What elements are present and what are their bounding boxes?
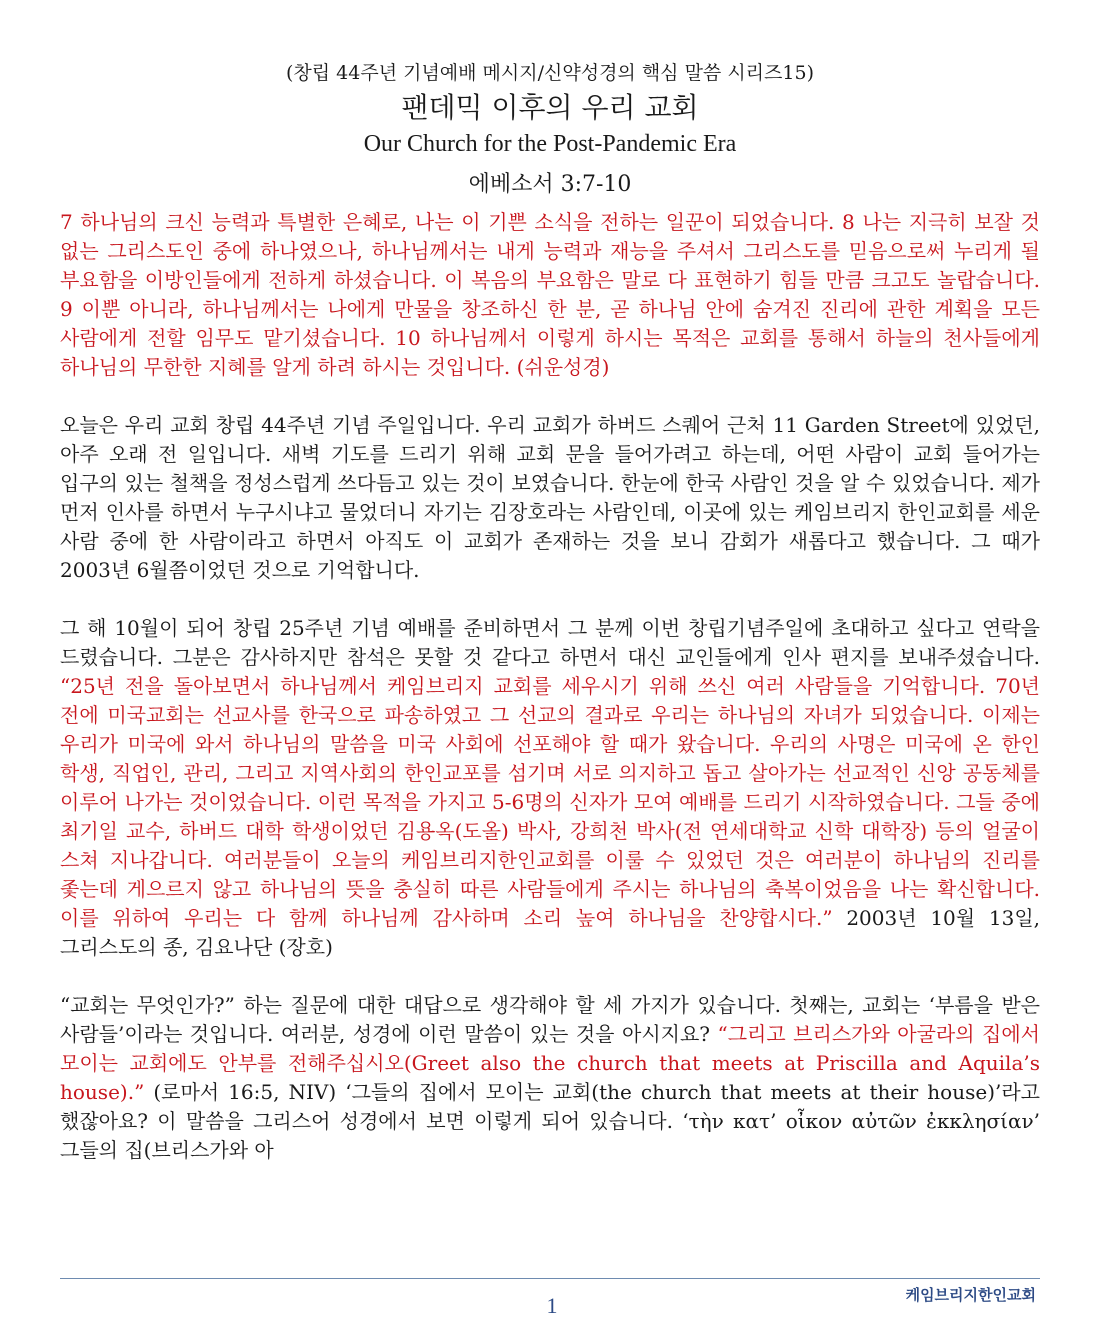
paragraph-founding-story: 오늘은 우리 교회 창립 44주년 기념 주일입니다. 우리 교회가 하버드 스퀘어 근처 11 Garden Street에 있었던, 아주 오래 전 일입니다. 새벽 기도를 드리기 위해 교회 문을 들어가려고 하는데, 어떤 사람이 교회 들어가는 입구의 있는 철책을 정성스럽게 쓰다듬고 있는 것이 보였습니다. 한눈에 한국 사람인 것을 알 수 있었습니다. 제가 먼저 인사를 하면서 누구시냐고 물었더니 자기는 김장호라는 사람인데, 이곳에 있는 케임브리지 한인교회를 세운 사람 중에 한 사람이라고 하면서 아직도 이 교회가 존재하는 것을 보니 감회가 새롭다고 했습니다. 그 때가 2003년 6월쯤이었던 것으로 기억합니다. bbox=[60, 413, 1040, 582]
church-question: “교회는 무엇인가?” 하는 질문에 대한 대답으로 생각해야 할 세 가지가 있습니다. 첫째는, 교회는 ‘부름을 받은 사람들’이라는 것입니다. 여러분, 성경에 이런 말씀이 있는 것을 아시지요? bbox=[60, 993, 1040, 1046]
letter-intro: 그 해 10월이 되어 창립 25주년 기념 예배를 준비하면서 그 분께 이번 창립기념주일에 초대하고 싶다고 연락을 드렸습니다. 그분은 감사하지만 참석은 못할 것 같다고 하면서 대신 교인들에게 인사 편지를 보내주셨습니다. bbox=[60, 616, 1040, 669]
scripture-reference: 에베소서 3:7-10 bbox=[468, 172, 632, 197]
romans-quote: “그리고 브리스가와 아굴라의 집에서 모이는 교회에도 안부를 전해주십시오(Greet also the church that meets at Priscilla and Aquila’s house).” bbox=[60, 1022, 1040, 1104]
series-subtitle: (창립 44주년 기념예배 메시지/신약성경의 핵심 말씀 시리즈15) bbox=[286, 62, 814, 84]
paragraph-what-is-church bbox=[60, 991, 1040, 1165]
letter-quote: “25년 전을 돌아보면서 하나님께서 케임브리지 교회를 세우시기 위해 쓰신 여러 사람들을 기억합니다. 70년 전에 미국교회는 선교사를 한국으로 파송하였고 그 선교의 결과로 우리는 하나님의 자녀가 되었습니다. 이제는 우리가 미국에 와서 하나님의 말씀을 미국 사회에 선포해야 할 때가 왔습니다. 우리의 사명은 미국에 온 한인 학생, 직업인, 관리, 그리고 지역사회의 한인교포를 섬기며 서로 의지하고 돕고 살아가는 선교적인 신앙 공동체를 이루어 나가는 것이었습니다. 이런 목적을 가지고 5-6명의 신자가 모여 예배를 드리기 시작하였습니다. 그들 중에 최기일 교수, 하버드 대학 학생이었던 김용옥(도올) 박사, 강희천 박사(전 연세대학교 신학 대학장) 등의 얼굴이 스쳐 지나갑니다. 여러분들이 오늘의 케임브리지한인교회를 이룰 수 있었던 것은 여러분이 하나님의 진리를 좇는데 게으르지 않고 하나님의 뜻을 충실히 따른 사람들에게 주시는 하나님의 축복이었음을 나는 확신합니다. 이를 위하여 우리는 다 함께 하나님께 감사하며 소리 높여 하나님을 찬양합시다.” bbox=[60, 674, 1040, 930]
footer-church-name: 케임브리지한인교회 bbox=[905, 1286, 1036, 1304]
page-number: 1 bbox=[546, 1293, 558, 1318]
greek-explanation: (로마서 16:5, NIV) ‘그들의 집에서 모이는 교회(the church that meets at their house)’라고 했잖아요? 이 말씀을 그리스어 성경에서 보면 이렇게 되어 있습니다. ‘τὴν κατ’ οἶκον αὐτῶν ἐκκλησίαν’ 그들의 집(브리스가와 아 bbox=[60, 1080, 1040, 1162]
scripture-passage: 7 하나님의 크신 능력과 특별한 은혜로, 나는 이 기쁜 소식을 전하는 일꾼이 되었습니다. 8 나는 지극히 보잘 것 없는 그리스도인 중에 하나였으나, 하나님께서는 내게 능력과 재능을 주셔서 그리스도를 믿음으로써 누리게 될 부요함을 이방인들에게 전하게 하셨습니다. 이 복음의 부요함은 말로 다 표현하기 힘들 만큼 크고도 놀랍습니다. 9 이뿐 아니라, 하나님께서는 나에게 만물을 창조하신 한 분, 곧 하나님 안에 숨겨진 진리에 관한 계획을 모든 사람에게 전할 임무도 맡기셨습니다. 10 하나님께서 이렇게 하시는 목적은 교회를 통해서 하늘의 천사들에게 하나님의 무한한 지혜를 알게 하려 하시는 것입니다. (쉬운성경) bbox=[60, 210, 1040, 379]
paragraph-letter bbox=[60, 614, 1040, 962]
footer-divider bbox=[60, 1278, 1040, 1279]
document-page bbox=[60, 60, 1040, 1165]
sermon-title-english: Our Church for the Post-Pandemic Era bbox=[363, 131, 737, 157]
sermon-title-korean: 팬데믹 이후의 우리 교회 bbox=[401, 91, 699, 124]
letter-signature: 2003년 10월 13일, 그리스도의 종, 김요나단 (장호) bbox=[60, 906, 1040, 959]
